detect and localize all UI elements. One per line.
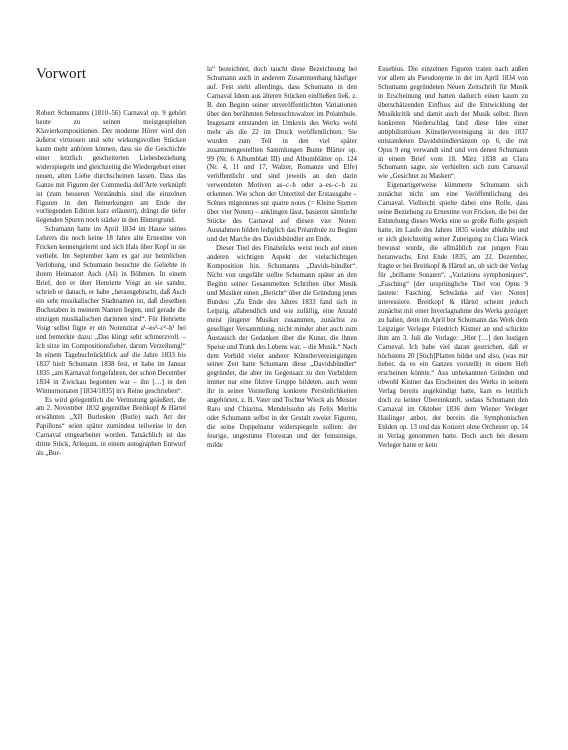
text-column-2 bbox=[207, 66, 357, 451]
page-title: Vorwort bbox=[36, 66, 87, 82]
text-column-1 bbox=[36, 110, 186, 459]
paragraph: Eusebius. Die einzelnen Figuren traten nach außen vor allem als Pseudonyme in der im April 1834 von Schumann gegründeten Neuen Zeitschrift für Musik in Erscheinung und hatten dadurch einen kaum zu überschätzenden Einfluss auf die Entwicklung der Musikkritik und damit auch der Musik selbst. Ihren konkreten Niederschlag fand diese Idee einer antiphiliströsen Künstlervereinigung in den 1837 entstandenen Davidsbündlertänzen op. 6, die mit Opus 9 eng verwandt sind und von denen Schumann in einem Brief vom 18. März 1838 an Clara Schumann sagte, sie verhielten sich zum Carnaval wie „Gesichter zu Masken“. bbox=[378, 66, 528, 181]
paragraph: Robert Schumanns (1810–56) Carnaval op. 9 gehört heute zu seinen meistgespielten Klavierkompositionen. Der moderne Hörer wird den äußerst virtuosen und sehr wirkungsvollen Stücken kaum mehr anhören können, dass sie die Geschichte einer letztlich gescheiterten Liebesbeziehung widerspiegeln und gleichzeitig die Wiedergeburt einer neuen, alten Liebe durchscheinen lassen. Dass das Ganze mit Figuren der Commedia dell'Arte verknüpft ist (zum besseren Verständnis sind die einzelnen Figuren in den Bemerkungen am Ende der vorliegenden Edition kurz erläutert), drängt die tiefer liegenden Spuren noch stärker in den Hintergrund. bbox=[36, 110, 186, 225]
paragraph: Dieser Titel des Finalstücks weist noch auf einen anderen wichtigen Aspekt der vielschichtigen Komposition hin. Schumanns „Davids-bündler“. Nicht von ungefähr stellte Schumann später an den Beginn seiner Gesammelten Schriften über Musik und Musiker einen „Bericht“ über die Gründung jenes Bundes: „Zu Ende des Jahres 1833 fand sich in Leipzig, allabendlich und wie zufällig, eine Anzahl meist jüngerer Musiker zusammen, zunächst zu geselliger Versammlung, nicht minder aber auch zum Austausch der Gedanken über die Kunst, die ihnen Speise und Trank des Lebens war, – die Musik.“ Nach dem Vorbild vieler anderer Künstlervereinigungen seiner Zeit hatte Schumann diese „Davidsbündler“ gegründet, die aber im Gegensatz zu den Vorbildern immer nur eine fiktive Gruppe bildeten, auch wenn ihr in seiner Vorstellung konkrete Persönlichkeiten angehörten, z. B. Vater und Tochter Wieck als Meister Raro und Chiarina, Mendelssohn als Felix Meritis oder Schumann selbst in der Gestalt zweier Figuren, die seine Doppelnatur widerspiegeln sollten: der feurige, ungestüme Florestan und der feinsinnige, milde bbox=[207, 245, 357, 450]
text-column-3 bbox=[378, 66, 528, 451]
paragraph: Schumann hatte im April 1834 im Hause seines Lehrers die noch keine 18 Jahre alte Ernestine von Fricken kennengelernt und sich Hals über Kopf in sie verliebt. Im September kam es gar zur heimlichen Verlobung, und Schumann besuchte die Geliebte in ihrem Heimatort Asch (Aš) in Böhmen. In einem Brief, den er über Henriette Voigt an sie sandte, schrieb er danach, er habe „herausgebracht, daß Asch ein sehr musikalischer Stadtnamen ist, daß dieselben Buchstaben in meinem Namen liegen, und gerade die einzigen musikalischen darinnen sind“. Für Henriette Voigt selbst fügte er ein Notenzitat a¹–es²–c²–h¹ bei und bemerkte dazu: „Das klingt sehr schmerzvoll. – Ich sitze im Compositionsfieber, darum Verzeihung!“ In einem Tagebuchrückblick auf die Jahre 1833 bis 1837 hielt Schumann 1838 fest, er habe im Januar 1835 „am Karnaval fortgefahren, der schon December 1834 in Zwickau begonnen war – ihn […] in den Wintermonaten [1834/1835] in's Reine geschrieben“. bbox=[36, 226, 186, 395]
paragraph: Es wird gelegentlich die Vermutung geäußert, die am 2. November 1832 gegenüber Breitkopf & Härtel erwähnten „XII Burlesken (Burle) nach Art der Papillons“ seien später zumindest teilweise in den Carnaval eingearbeitet worden. Tatsächlich ist das dritte Stück, Arlequin, in einem autographen Entwurf als „Bur- bbox=[36, 396, 186, 458]
paragraph: la“ bezeichnet, doch taucht diese Bezeichnung bei Schumann auch in anderem Zusammenhang häufiger auf. Fest steht allerdings, dass Schumann in den Carnaval Ideen aus älteren Stücken einfließen ließ, z. B. den Beginn seiner unveröffentlichten Variationen über den berühmten Sehnsuchtswalzer im Préambule. Insgesamt entstanden im Umkreis des Werks wohl mehr als die 22 im Druck veröffentlichten. Sie wurden zum Teil in den viel später zusammengestellten Sammlungen Bunte Blätter op. 99 (Nr. 6 Albumblatt III) und Albumblätter op. 124 (Nr. 4, 11 und 17, Walzer, Romanze und Elfe) veröffentlicht und sind jeweils an den darin verwendeten Motiven as–c–h oder a–es–c–h zu erkennen. Wie schon der Untertitel der Erstausgabe – Scènes mignonnes sur quatre notes (= Kleine Szenen über vier Noten) – anklingen lässt, basieren sämtliche Stücke des Carnaval auf diesen vier Noten: Ausnahmen bilden lediglich das Préambule zu Beginn und der Marche des Davidsbündler am Ende. bbox=[207, 66, 357, 244]
paragraph: Eigenartigerweise kümmerte Schumann sich zunächst nicht um eine Veröffentlichung des Carnaval. Vielleicht spielte dabei eine Rolle, dass seine Beziehung zu Ernestine von Fricken, die bei der Entstehung dieses Werks eine so große Rolle gespielt hatte, im Laufe des Jahres 1835 wieder abkühlte und er sich gleichzeitig seiner Zuneigung zu Clara Wieck bewusst wurde, die allmählich zur jungen Frau heranwuchs. Erst Ende 1835, am 22. Dezember, fragte er bei Breitkopf & Härtel an, ob sich der Verlag für „brillante Sonaten“, „Variations symphoniques“, „Fasching“ [der ursprüngliche Titel von Opus 9 lautete: Fasching. Schwänke auf vier Noten] interessiere. Breitkopf & Härtel scheint jedoch zunächst mit einer Inverlagnahme des Werks gezögert zu haben, denn im April bot Schumann das Werk dem Leipziger Verleger Friedrich Kistner an und schickte ihm am 3. Juli die Vorlage: „Hier […] den lustigen Carneval. Ich habe viel daran gestrichen, daß er höchstens 20 [Stich]Platten bildet und also, (was mir lieber, da es ein Ganzes vorstellt) in einem Heft erscheinen könnte.“ Aus unbekannten Gründen und obwohl Kistner das Erscheinen des Werks in seinem Verlag bereits angekündigt hatte, kam es letztlich doch zu keiner Übereinkunft, sodass Schumann den Carnaval im Oktober 1836 dem Wiener Verleger Haslinger anbot, der bereits die Symphonischen Etüden op. 13 und das Konzert ohne Orchester op. 14 in Verlag genommen hatte. Doch auch bei diesem Verleger hatte er kein bbox=[378, 182, 528, 450]
